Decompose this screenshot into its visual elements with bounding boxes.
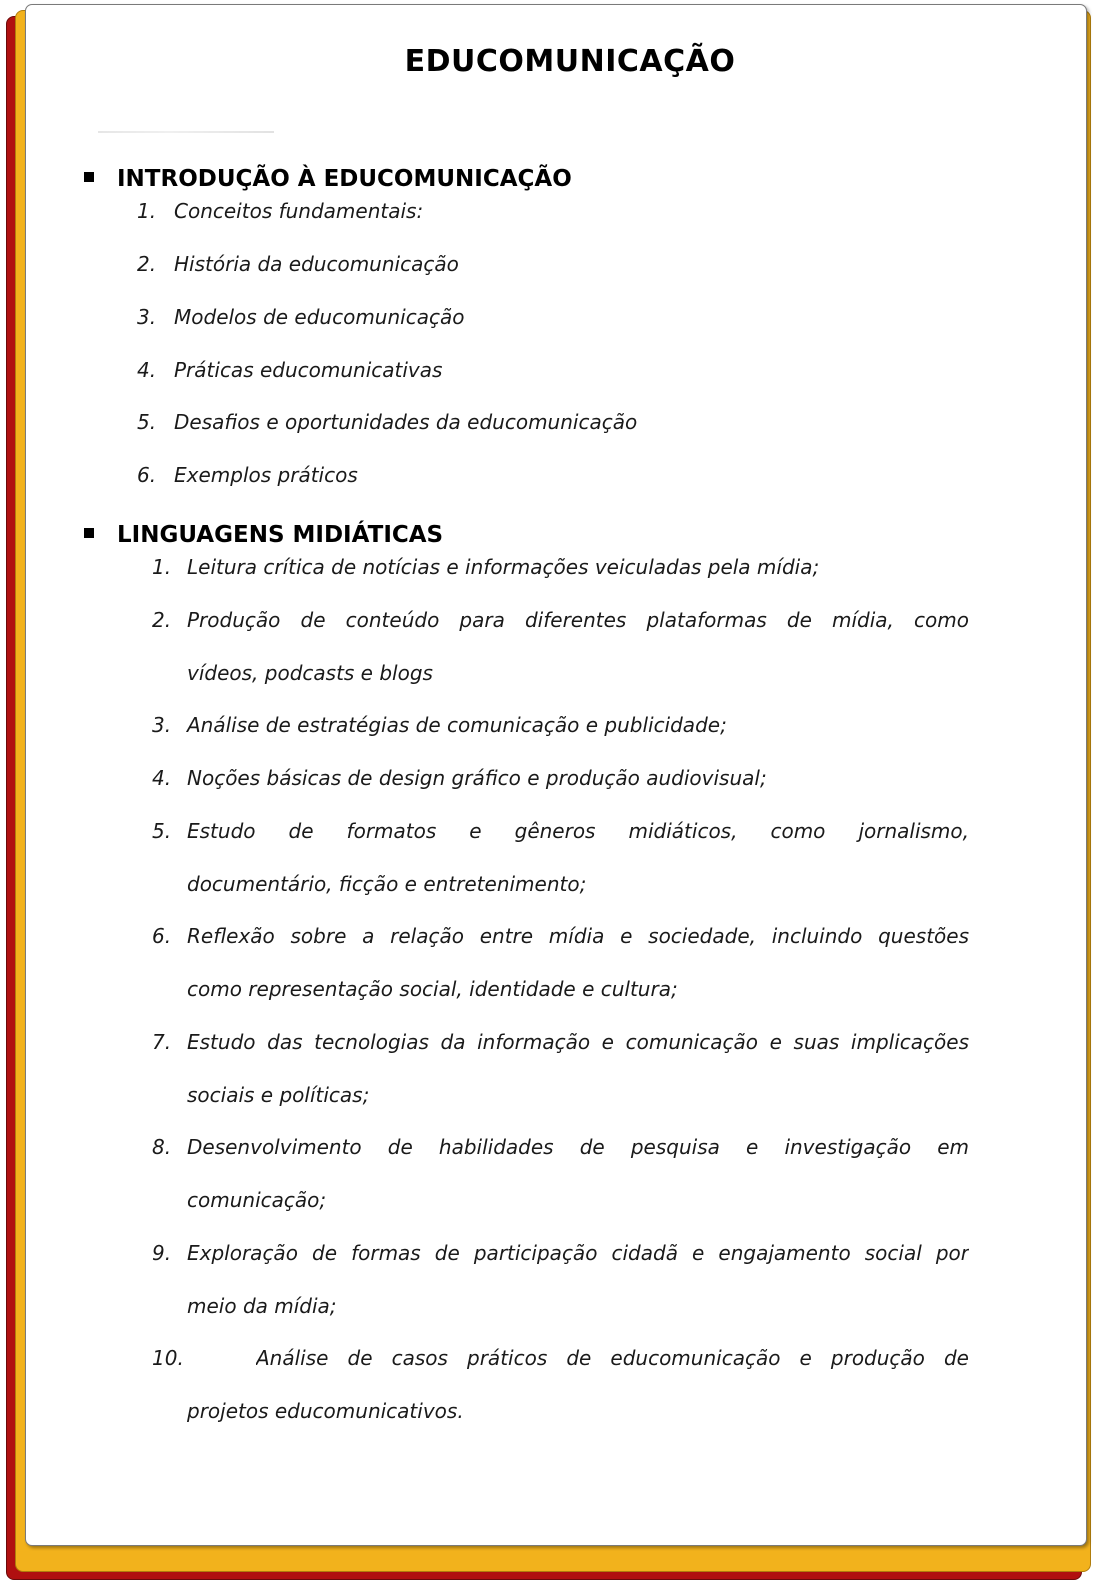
list-item: História da educomunicação [174, 252, 459, 276]
list-item-number: 7. [152, 1030, 172, 1054]
list-item: Noções básicas de design gráfico e produção audiovisual; [187, 766, 767, 790]
list-item-number: 2. [137, 252, 157, 276]
faint-divider [98, 131, 274, 133]
list-item-number: 2. [152, 608, 172, 632]
square-bullet-icon [84, 528, 94, 538]
list-item-line: Análise de casos práticos de educomunicação e produção de [256, 1346, 969, 1370]
list-item-number: 6. [152, 924, 172, 948]
list-item-line: documentário, ficção e entretenimento; [187, 872, 587, 896]
list-item: Desafios e oportunidades da educomunicação [174, 410, 638, 434]
list-item: Conceitos fundamentais: [174, 199, 424, 223]
document-title: EDUCOMUNICAÇÃO [404, 44, 736, 79]
list-item-line: Estudo das tecnologias da informação e comunicação e suas implicações [187, 1030, 969, 1054]
list-item-line: vídeos, podcasts e blogs [187, 661, 433, 685]
list-item-line: como representação social, identidade e cultura; [187, 977, 678, 1001]
section-heading-linguagens: LINGUAGENS MIDIÁTICAS [117, 522, 444, 548]
list-item-number: 6. [137, 463, 157, 487]
list-item-line: sociais e políticas; [187, 1083, 370, 1107]
square-bullet-icon [84, 172, 94, 182]
list-item: Análise de estratégias de comunicação e publicidade; [187, 713, 727, 737]
section-heading-introducao: INTRODUÇÃO À EDUCOMUNICAÇÃO [117, 166, 572, 192]
list-item-line: Desenvolvimento de habilidades de pesquisa e investigação em [187, 1135, 969, 1159]
list-item-number: 1. [152, 555, 172, 579]
list-item-number: 8. [152, 1135, 172, 1159]
list-item-line: projetos educomunicativos. [187, 1399, 464, 1423]
list-item-number: 5. [152, 819, 172, 843]
list-item-line: Reflexão sobre a relação entre mídia e sociedade, incluindo questões [187, 924, 969, 948]
list-item-number: 10. [152, 1346, 184, 1370]
list-item-line: Estudo de formatos e gêneros midiáticos, como jornalismo, [187, 819, 969, 843]
list-item-number: 3. [137, 305, 157, 329]
list-item-number: 5. [137, 410, 157, 434]
list-item: Leitura crítica de notícias e informações veiculadas pela mídia; [187, 555, 820, 579]
list-item-number: 4. [137, 358, 157, 382]
list-item: Práticas educomunicativas [174, 358, 443, 382]
list-item: Exemplos práticos [174, 463, 358, 487]
list-item-number: 1. [137, 199, 157, 223]
list-item-number: 9. [152, 1241, 172, 1265]
list-item: Modelos de educomunicação [174, 305, 465, 329]
list-item-line: Produção de conteúdo para diferentes plataformas de mídia, como [187, 608, 969, 632]
list-item-line: Exploração de formas de participação cidadã e engajamento social por [187, 1241, 969, 1265]
list-item-number: 3. [152, 713, 172, 737]
list-item-number: 4. [152, 766, 172, 790]
list-item-line: comunicação; [187, 1188, 327, 1212]
list-item-line: meio da mídia; [187, 1294, 337, 1318]
